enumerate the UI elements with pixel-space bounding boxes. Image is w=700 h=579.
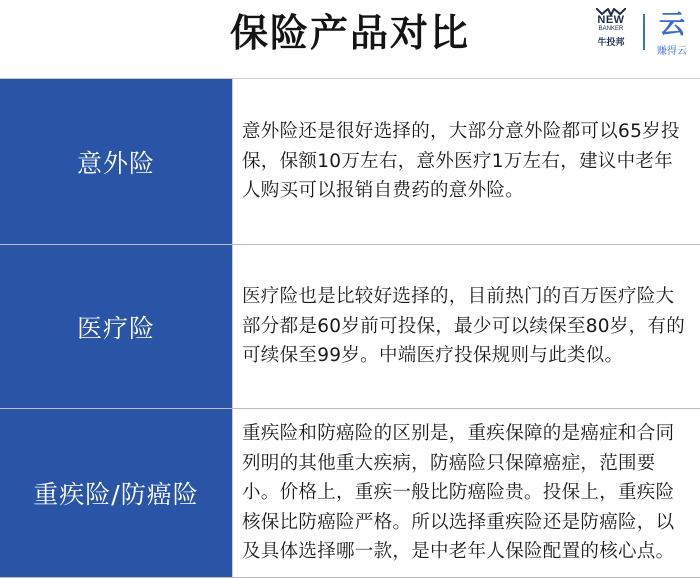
newbanker-logo-sub: BANKER: [598, 26, 624, 32]
newbanker-logo: [590, 8, 632, 56]
row-description: 重疾险和防癌险的区别是，重疾保障的是癌症和合同列明的其他重大疾病，防癌险只保障癌症，范围要小。价格上，重疾一般比防癌险贵。投保上，重疾险核保比防癌险严格。所以选择重疾险还是防癌险，以及具体选择哪一款，是中老年人保险配置的核心点。: [242, 423, 675, 563]
table-row: [0, 79, 700, 245]
comparison-table: [0, 78, 700, 578]
zhuanyun-cloud-icon: 云: [658, 10, 685, 40]
row-description-cell: [233, 245, 700, 408]
row-label-cell: [0, 245, 233, 408]
brand-logos: [590, 8, 694, 56]
row-label: 重疾险/防癌险: [33, 480, 199, 509]
newbanker-logo-cn: 牛投邦: [597, 38, 625, 48]
row-label: 医疗险: [76, 313, 155, 343]
zhuanyun-logo-name: 赚得云: [657, 46, 687, 57]
page-title: 保险产品对比: [229, 11, 470, 55]
row-description: 医疗险也是比较好选择的，目前热门的百万医疗险大部分都是60岁前可投保，最少可以续保至80岁，有的可续保至99岁。中端医疗投保规则与此类似。: [242, 286, 686, 367]
table-row: [0, 409, 700, 578]
table-row: [0, 245, 700, 409]
header: [0, 0, 700, 78]
row-label-cell: [0, 409, 233, 577]
newbanker-logo-word: NEW: [597, 14, 625, 26]
zhuanyun-logo: [652, 10, 692, 56]
row-description-cell: [233, 409, 700, 577]
row-label-cell: [0, 79, 233, 244]
row-description: 意外险还是很好选择的，大部分意外险都可以65岁投保，保额10万左右，意外医疗1万左右，建议中老年人购买可以报销自费药的意外险。: [242, 121, 680, 202]
logo-divider: [643, 14, 645, 50]
row-description-cell: [233, 79, 700, 244]
row-label: 意外险: [76, 148, 155, 178]
